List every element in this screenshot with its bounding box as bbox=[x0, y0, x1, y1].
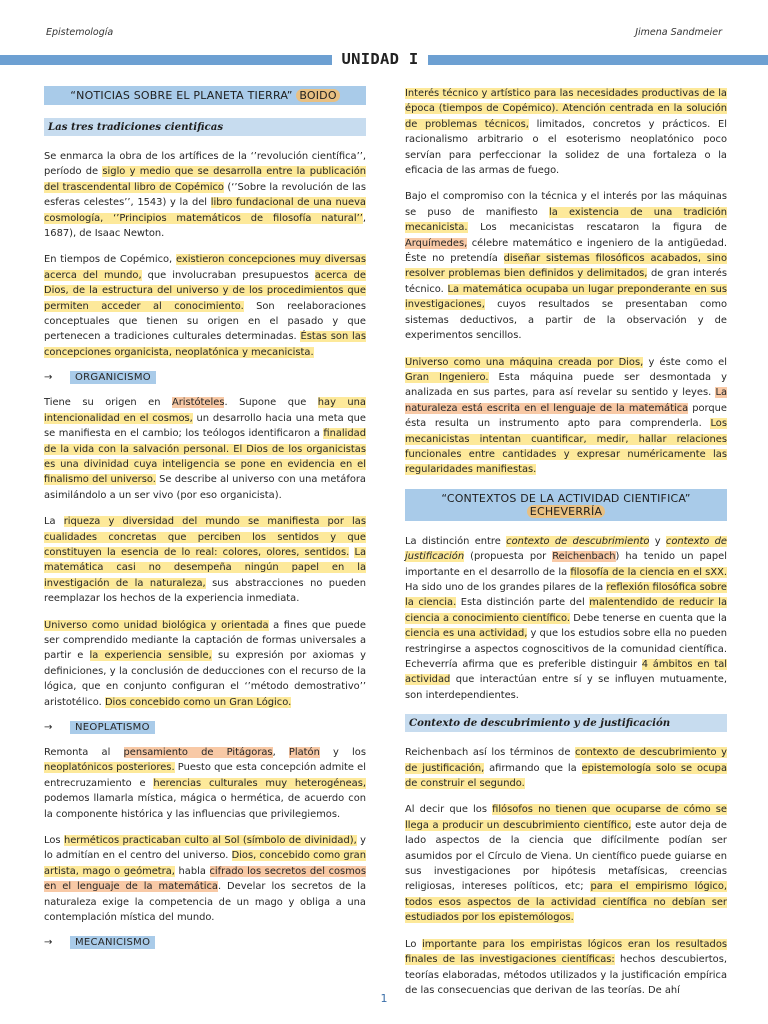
text: de gran interés técnico. bbox=[405, 268, 728, 295]
text: (‘’Sobre la revolución de las esferas celestes’’, 1543) y la del bbox=[44, 181, 367, 209]
arrow-icon: → bbox=[44, 722, 53, 733]
highlight: diseñar sistemas filosóficos acabados, sino resolver problemas bien definidos y delimitados, bbox=[405, 253, 727, 280]
author-badge-echeverria: ECHEVERRÍA bbox=[527, 505, 605, 518]
paragraph-tradicion-mecanicista bbox=[405, 189, 727, 343]
subsection-tres-tradiciones: Las tres tradiciones cientificas bbox=[44, 118, 366, 136]
author-badge-boido: BOIDO bbox=[296, 89, 339, 102]
text: y éste como el bbox=[643, 356, 727, 368]
header-subject: Epistemología bbox=[46, 27, 114, 38]
section-title-noticias bbox=[44, 86, 366, 105]
text: (propuesta por bbox=[464, 551, 553, 563]
highlight: finalidad de la vida con la salvación personal. El Dios de los organicistas es una divinidad cuya inteligencia se pone en evidencia en el finalismo del universo. bbox=[44, 428, 366, 486]
heading-label: NEOPLATISMO bbox=[70, 721, 155, 734]
highlight: malentendido de reducir la ciencia a conocimiento científico. bbox=[405, 597, 728, 624]
paragraph-reichenbach bbox=[405, 745, 727, 791]
text: Remonta al bbox=[44, 747, 124, 758]
highlight: epistemología solo se ocupa de construir el segundo. bbox=[405, 762, 727, 790]
highlight: La matemática ocupaba un lugar preponderante en sus investigaciones, bbox=[405, 283, 727, 311]
highlight: Interés técnico y artístico para las necesidades productivas de la época (tiempos de Copémico). Atención centrada en la solución de problemas técnicos, bbox=[405, 88, 727, 130]
unit-title: UNIDAD I bbox=[341, 50, 419, 68]
heading-mecanicismo bbox=[44, 936, 366, 949]
text: habla bbox=[174, 865, 210, 877]
section-title-text: “NOTICIAS SOBRE EL PLANETA TIERRA” bbox=[70, 89, 293, 102]
highlight: 4 ámbitos en tal actividad bbox=[405, 659, 727, 686]
text: que interactúan entre sí y se influyen mutuamente, son interdependientes. bbox=[405, 674, 727, 701]
text: su expresión por axiomas y definiciones, y la conclusión de deducciones con el recurso de la lógica, que en conjunto configuran el ‘’método demostrativo’’ aristotélico. bbox=[44, 650, 366, 708]
paragraph-aristoteles bbox=[44, 395, 366, 503]
text: Puesto que esta concepción admite el entrecruzamiento e bbox=[44, 762, 367, 789]
highlight: existieron concepciones muy diversas acerca del mundo, bbox=[44, 254, 366, 281]
text: y que los estudios sobre ella no pueden restringirse a aspectos cognoscitivos de la comunidad científica. Echeverría afirma que es preferible distinguir bbox=[405, 628, 727, 670]
text: que involucraban presupuestos bbox=[141, 269, 315, 281]
highlight: la experiencia sensible, bbox=[89, 650, 212, 662]
text: este autor deja de lado aspectos de la ciencia que difícilmente podían ser asumidos por el Círculo de Viena. Un científico puede guiarse en sus investigaciones por hipótesis metafísicas, creencias religiosas, intereses políticos, etc; bbox=[405, 819, 727, 893]
heading-organicismo bbox=[44, 371, 366, 384]
highlight-orange: La naturaleza está escrita en el lenguaje de la matemática bbox=[405, 387, 727, 414]
heading-label: MECANICISMO bbox=[70, 936, 155, 949]
arrow-icon: → bbox=[44, 372, 53, 384]
text: sus abstracciones no pueden reemplazar los hechos de la experiencia inmediata. bbox=[44, 577, 366, 605]
heading-neoplatismo bbox=[44, 721, 366, 734]
text: célebre matemático e ingeniero de la antigüedad. Éste no pretendía bbox=[405, 237, 727, 265]
title-band-left bbox=[0, 55, 332, 65]
text: porque ésta resulta un instrumento apto para comprenderla. bbox=[405, 402, 728, 430]
text: Los mecanicistas rescataron la figura de bbox=[467, 222, 727, 234]
paragraph-revolucion bbox=[44, 149, 366, 241]
highlight-orange: Aristóteles bbox=[171, 397, 225, 409]
text: Al decir que los bbox=[405, 804, 493, 816]
page-number: 1 bbox=[380, 992, 388, 1005]
text: y los bbox=[319, 747, 366, 758]
highlight: para el empirismo lógico, todos esos aspectos de la actividad científica no debían ser estudiados por los epistemólogos. bbox=[405, 881, 728, 924]
highlight: herencias culturales muy heterogéneas, bbox=[153, 777, 366, 789]
title-band-right bbox=[428, 55, 768, 65]
highlight: contexto de descubrimiento y de justificación, bbox=[405, 747, 727, 774]
highlight: Los mecanicistas intentan cuantificar, medir, hallar relaciones funcionales entre cantidades y expresar numéricamente las regularidades manifiestas. bbox=[405, 418, 727, 476]
text: La bbox=[44, 516, 64, 528]
section-title-text: “CONTEXTOS DE LA ACTIVIDAD CIENTIFICA” bbox=[441, 491, 691, 505]
highlight: reflexión filosófica sobre la ciencia. bbox=[405, 581, 727, 609]
highlight: importante para los empiristas lógicos eran los resultados finales de las investigaciones científicas: bbox=[405, 938, 728, 966]
highlight: neoplatónicos posteriores. bbox=[44, 762, 175, 774]
text: . Supone que bbox=[224, 397, 318, 409]
text: Bajo el compromiso con la técnica y el interés por las máquinas se puso de manifiesto bbox=[405, 191, 727, 218]
heading-label: ORGANICISMO bbox=[70, 371, 156, 384]
highlight: Universo como unidad biológica y orientada bbox=[44, 619, 269, 631]
highlight-orange: Reichenbach bbox=[552, 551, 616, 563]
paragraph-distincion bbox=[405, 534, 727, 703]
text: Tiene su origen en bbox=[44, 397, 172, 409]
highlight: siglo y medio que se desarrolla entre la publicación del trascendental libro de Copémico bbox=[44, 166, 366, 193]
text: a fines que puede ser comprendido mediante la captación de formas universales a partir e bbox=[44, 619, 367, 662]
highlight: riqueza y diversidad del mundo se manifiesta por las cualidades concretas que perciben los sentidos y que constituyen la esencia de lo real: colores, olores, sentidos. bbox=[44, 516, 366, 558]
paragraph-universo-biologico bbox=[44, 618, 366, 710]
text: limitados, concretos y prácticos. El racionalismo arbitrario o el esoterismo neoplatónico poco servían para perfeccionar la solidez de una fortaleza o la eficacia de las armas de fuego. bbox=[405, 118, 727, 177]
highlight: Dios, concebido como gran artista, mago o geómetra, bbox=[44, 850, 366, 877]
highlight: filosofía de la ciencia en el sXX. bbox=[570, 566, 727, 578]
text: La distinción entre bbox=[405, 535, 507, 547]
arrow-icon: → bbox=[44, 937, 53, 949]
text: Son reelaboraciones conceptuales que tienen su origen en el pasado y que pertenecen a tradiciones culturales determinadas. bbox=[44, 300, 366, 343]
text: Debe tenerse en cuenta que la bbox=[569, 612, 727, 624]
highlight-orange: Arquímedes, bbox=[405, 237, 468, 249]
highlight: Universo como una máquina creada por Dios, bbox=[405, 356, 644, 368]
header-author: Jimena Sandmeier bbox=[635, 27, 722, 38]
highlight: filósofos no tienen que ocuparse de cómo se llega a producir un descubrimiento científico, bbox=[405, 804, 727, 831]
left-column bbox=[44, 86, 366, 960]
text: afirmando que la bbox=[484, 762, 582, 774]
highlight: contexto de descubrimiento bbox=[506, 535, 650, 547]
text: Reichenbach así los términos de bbox=[405, 747, 575, 759]
highlight: acerca de Dios, de la estructura del universo y de los procedimientos que permiten acceder al conocimiento. bbox=[44, 269, 366, 312]
text: En tiempos de Copémico, bbox=[44, 254, 176, 266]
section-title-contextos bbox=[405, 489, 727, 521]
text: Esta máquina puede ser desmontada y analizada en sus partes, para así revelar su sentido y leyes. bbox=[405, 371, 727, 399]
text: Los bbox=[44, 835, 64, 847]
highlight-orange: Platón bbox=[288, 747, 320, 758]
text: podemos llamarla mística, mágica o hermética, de acuerdo con la componente histórica y las influencias que privilegiemos. bbox=[44, 793, 366, 820]
highlight: La matemática casi no desempeña ningún papel en la investigación de la naturaleza, bbox=[44, 546, 366, 589]
text: Se describe al universo con una metáfora asimilándolo a un ser vivo (por eso organicista). bbox=[44, 474, 366, 501]
highlight: contexto de justificación bbox=[405, 535, 728, 563]
text: . Develar los secretos de la naturaleza exige la competencia de un mago y obliga a una contemplación mística del mundo. bbox=[44, 881, 366, 924]
paragraph-universo-maquina bbox=[405, 355, 727, 478]
highlight: hay una intencionalidad en el cosmos, bbox=[44, 397, 366, 424]
text: Ha sido uno de los grandes pilares de la bbox=[405, 581, 607, 593]
highlight-orange: pensamiento de Pitágoras bbox=[123, 747, 273, 758]
highlight: Gran Ingeniero. bbox=[405, 371, 489, 383]
highlight: herméticos practicaban culto al Sol (símbolo de divinidad), bbox=[63, 835, 357, 847]
text: hechos descubiertos, teorías elaboradas, métodos utilizados y la justificación empírica de las consecuencias que derivan de las teorías. De ahí bbox=[405, 954, 727, 996]
paragraph-hermeticos bbox=[44, 833, 366, 925]
text: Se enmarca la obra de los artífices de la ‘’revolución científica’’, período de bbox=[44, 151, 366, 178]
highlight: la existencia de una tradición mecanicista. bbox=[405, 206, 727, 234]
highlight: Dios concebido como un Gran Lógico. bbox=[104, 696, 292, 708]
right-column bbox=[405, 86, 727, 1009]
paragraph-riqueza bbox=[44, 514, 366, 606]
text: Lo bbox=[405, 938, 423, 950]
text: un desarrollo hacia una meta que se manifiesta en el cambio; los teólogos identificaron a bbox=[44, 412, 366, 440]
text: ) ha tenido un papel importante en el desarrollo de la bbox=[405, 551, 727, 578]
paragraph-filosofos bbox=[405, 802, 727, 925]
paragraph-empiristas bbox=[405, 937, 727, 999]
subsection-contexto-descubrimiento: Contexto de descubrimiento y de justificación bbox=[405, 714, 727, 732]
text: y bbox=[649, 535, 666, 547]
text: y lo admitían en el centro del universo. bbox=[44, 835, 367, 862]
paragraph-concepciones bbox=[44, 252, 366, 360]
paragraph-pitagoras bbox=[44, 745, 366, 822]
highlight: Éstas son las concepciones organicista, neoplatónica y mecanicista. bbox=[44, 331, 366, 358]
text: Esta distinción parte del bbox=[456, 597, 590, 609]
highlight: ciencia es una actividad, bbox=[405, 628, 528, 640]
text: , bbox=[272, 747, 289, 758]
text: cuyos resultados se presentaban como sistemas deductivos, a partir de la observación y de experimentos sencillos. bbox=[405, 299, 727, 342]
text: , 1687), de Isaac Newton. bbox=[44, 212, 366, 240]
paragraph-interes-tecnico bbox=[405, 86, 727, 178]
highlight: libro fundacional de una nueva cosmología, ‘’Principios matemáticos de filosofía natural’’ bbox=[44, 197, 366, 224]
highlight-orange: cifrado los secretos del cosmos en el lenguaje de la matemática bbox=[44, 865, 366, 893]
